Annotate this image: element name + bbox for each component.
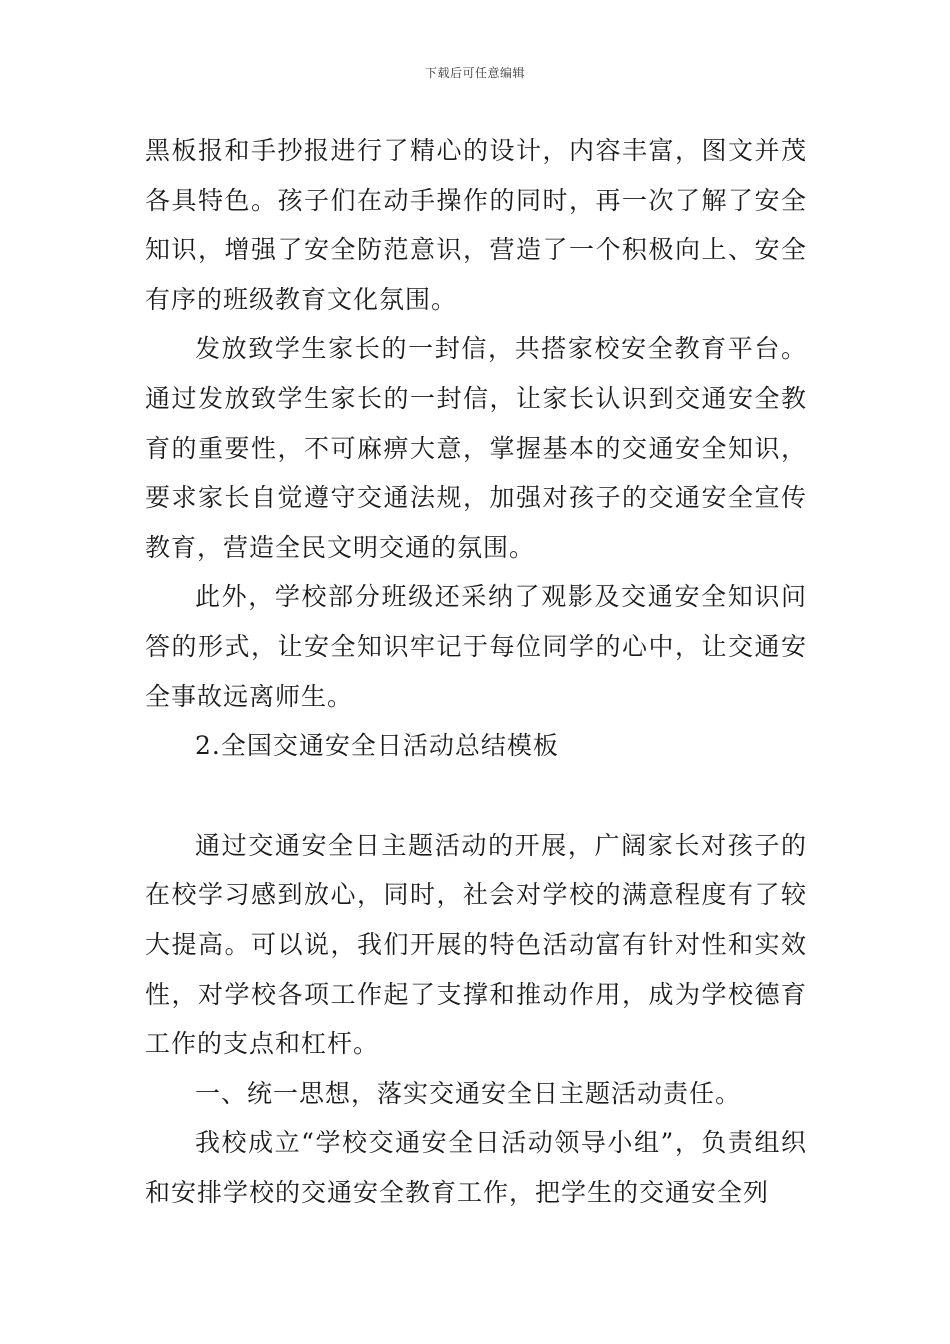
paragraph: 此外，学校部分班级还采纳了观影及交通安全知识问答的形式，让安全知识牢记于每位同学的心中，让交通安全事故远离师生。 <box>145 582 807 711</box>
paragraph: 通过交通安全日主题活动的开展，广阔家长对孩子的在校学习感到放心，同时，社会对学校的满意程度有了较大提高。可以说，我们开展的特色活动富有针对性和实效性，对学校各项工作起了支撑和推动作用，成为学校德育工作的支点和杠杆。 <box>145 830 807 1059</box>
document-body <box>145 126 807 1217</box>
blank-line <box>145 771 807 821</box>
paragraph: 我校成立“学校交通安全日活动领导小组”，负责组织和安排学校的交通安全教育工作，把学生的交通安全列 <box>145 1128 807 1207</box>
subheading: 一、统一思想，落实交通安全日主题活动责任。 <box>195 1078 742 1108</box>
page-header: 下载后可任意编辑 <box>424 66 525 80</box>
paragraph: 发放致学生家长的一封信，共搭家校安全教育平台。通过发放致学生家长的一封信，让家长认识到交通安全教育的重要性，不可麻痹大意，掌握基本的交通安全知识，要求家长自觉遵守交通法规，加强对孩子的交通安全宣传教育，营造全民文明交通的氛围。 <box>145 334 807 562</box>
paragraph-continued: 黑板报和手抄报进行了精心的设计，内容丰富，图文并茂各具特色。孩子们在动手操作的同时，再一次了解了安全知识，增强了安全防范意识，营造了一个积极向上、安全有序的班级教育文化氛围。 <box>145 136 807 314</box>
section-heading: 2.全国交通安全日活动总结模板 <box>195 731 559 761</box>
